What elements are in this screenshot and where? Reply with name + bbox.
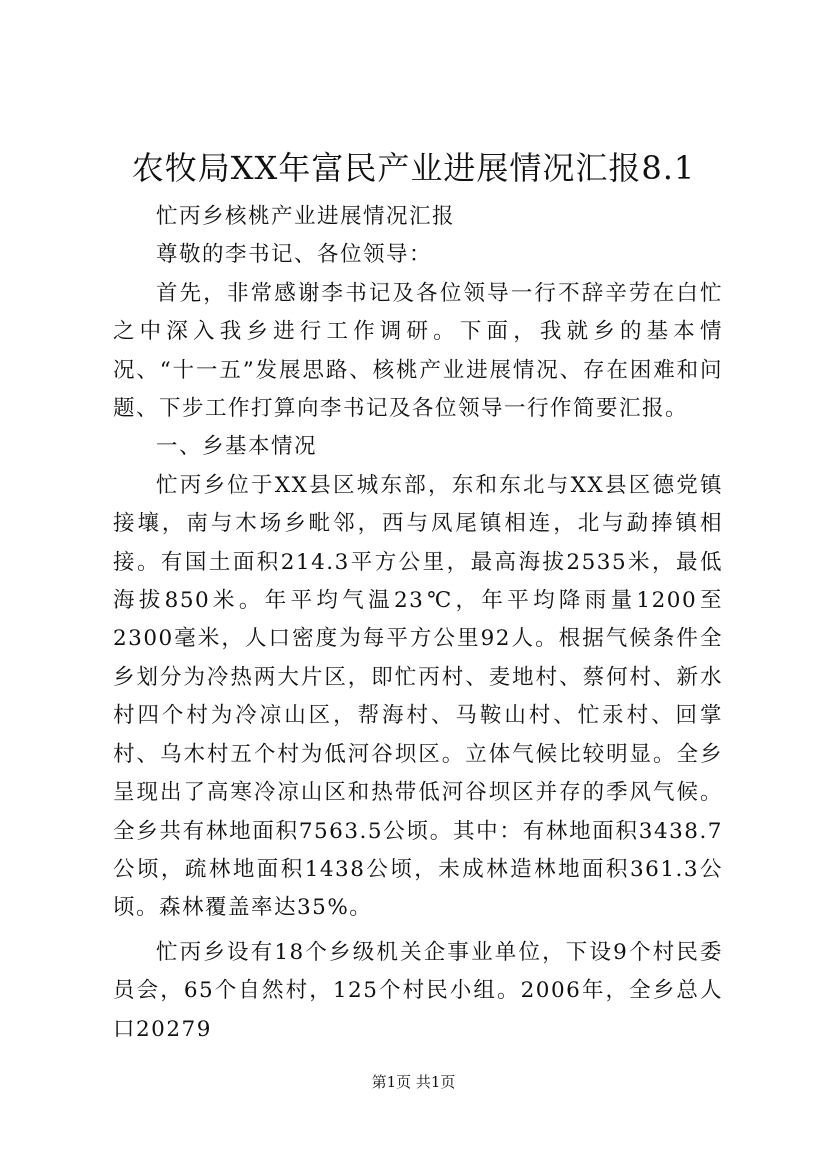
document-title: 农牧局XX年富民产业进展情况汇报8.1 (131, 149, 696, 187)
intro-paragraph: 首先，非常感谢李书记及各位领导一行不辞辛劳在白忙之中深入我乡进行工作调研。下面，我就乡的基本情况、“十一五”发展思路、核桃产业进展情况、存在困难和问题、下步工作打算向李书记及各位领导一行作简要汇报。 (113, 280, 723, 422)
document-body (113, 198, 723, 1049)
basic-info-paragraph: 忙丙乡位于XX县区城东部，东和东北与XX县区德党镇接壤，南与木场乡毗邻，西与凤尾镇相连，北与勐捧镇相接。有国土面积214.3平方公里，最高海拔2535米，最低海拔850米。年平均气温23℃，年平均降雨量1200至2300毫米，人口密度为每平方公里92人。根据气候条件全乡划分为冷热两大片区，即忙丙村、麦地村、蔡何村、新水村四个村为冷凉山区，帮海村、马鞍山村、忙汞村、回掌村、乌木村五个村为低河谷坝区。立体气候比较明显。全乡呈现出了高寒冷凉山区和热带低河谷坝区并存的季风气候。全乡共有林地面积7563.5公顷。其中：有林地面积3438.7公顷，疏林地面积1438公顷，未成林造林地面积361.3公顷。森林覆盖率达35%。 (113, 472, 723, 921)
salutation-paragraph: 尊敬的李书记、各位领导： (156, 242, 433, 268)
organization-paragraph: 忙丙乡设有18个乡级机关企事业单位，下设9个村民委员会，65个自然村，125个村民小组。2006年，全乡总人口20279 (113, 939, 723, 1042)
section-heading: 一、乡基本情况 (156, 434, 318, 460)
page-number-label: 第1页 共1页 (371, 1073, 456, 1091)
page-footer (0, 1072, 827, 1092)
subtitle-paragraph: 忙丙乡核桃产业进展情况汇报 (156, 204, 456, 229)
